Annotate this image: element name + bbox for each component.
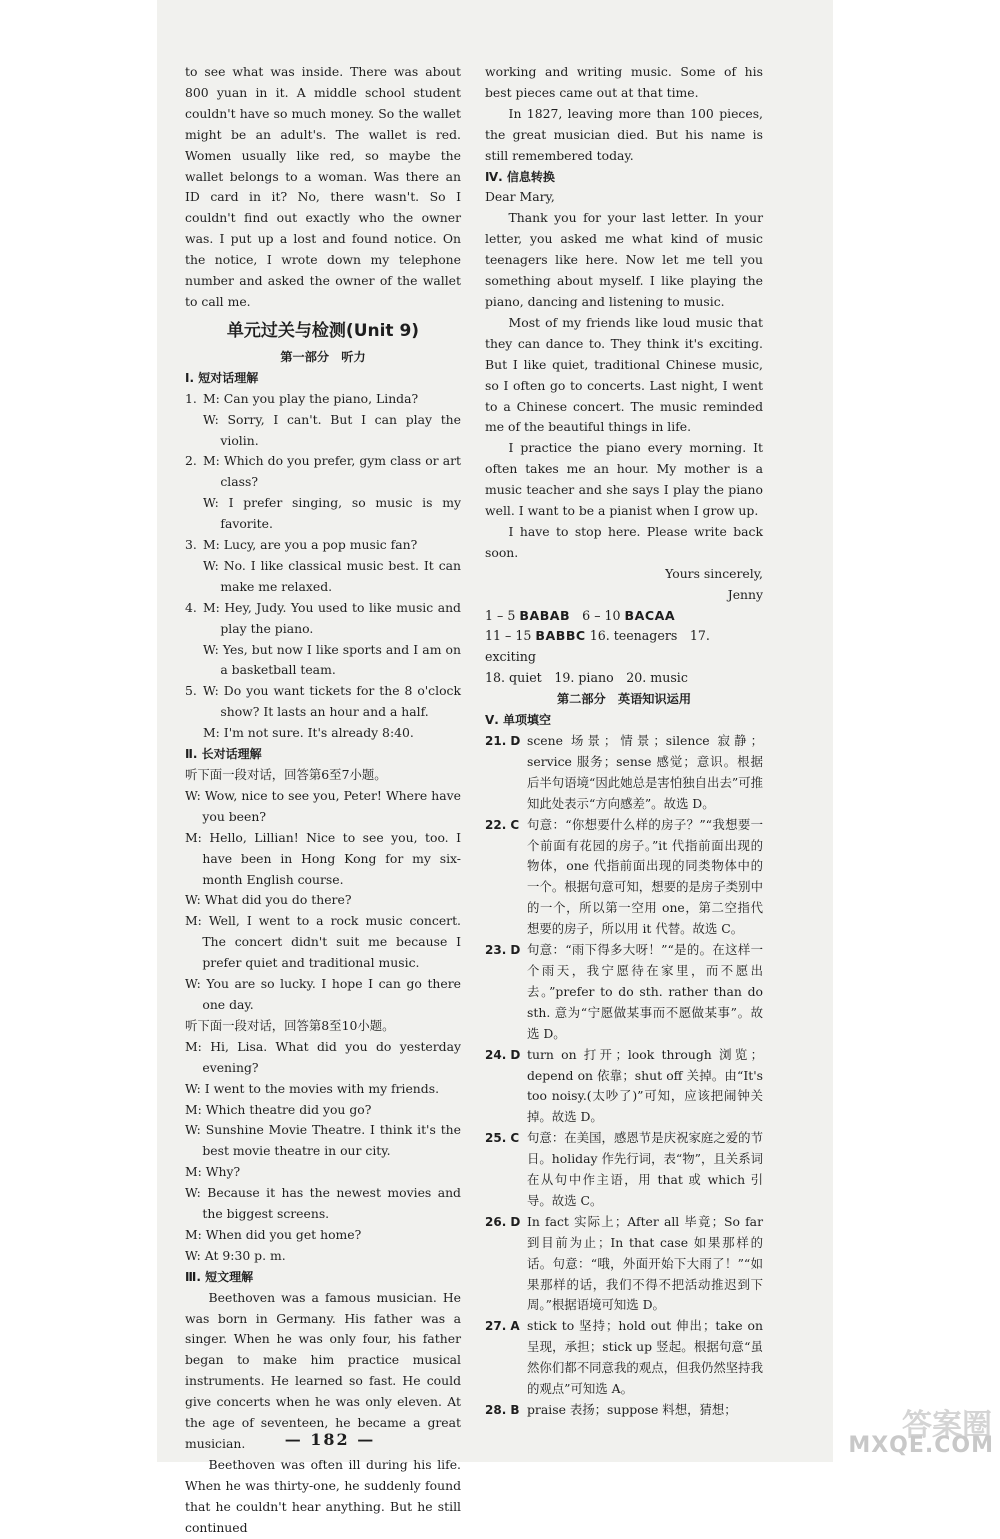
answer-key <box>485 606 763 690</box>
right-column <box>485 62 763 1421</box>
passage-paragraph-2: Beethoven was often ill during his life. When he was thirty-one, he suddenly found that he couldn't hear anything. But he still continued <box>185 1456 461 1535</box>
watermark-text: MXQE.COM <box>848 1433 994 1458</box>
short-dialogue-5: 5. W: Do you want tickets for the 8 o'clock show? It lasts an hour and a half. M: I'm not sure. It's already 8:40. <box>185 683 461 741</box>
mc-explanations <box>485 731 763 1421</box>
mc-item: 27. A stick to 坚持；hold out 伸出；take on 呈现，承担；stick up 竖起。根据句意“虽然你们都不同意我的观点，但我仍然坚持我的观点”可知选 A。 <box>485 1318 763 1397</box>
watermark-logo: 答案圈 <box>902 1408 992 1443</box>
answer-range-2: 6 – 10 <box>582 607 621 623</box>
long-dialogue-intro-1: 听下面一段对话，回答第6至7小题。 <box>185 767 387 782</box>
answer-group-4: 16. teenagers 17. exciting <box>485 628 710 665</box>
unit-title: 单元过关与检测(Unit 9) <box>226 320 420 341</box>
short-dialogue-2: 2. M: Which do you prefer, gym class or art class? W: I prefer singing, so music is my favorite. <box>185 453 461 532</box>
mc-item: 24. D turn on 打开；look through 浏览；depend on 依靠；shut off 关掉。由“It's too noisy.(太吵了)”可知，应该把闹钟关掉。故选 D。 <box>485 1046 763 1125</box>
section-3-title: Ⅲ. 短文理解 <box>185 1269 254 1284</box>
left-column <box>185 62 461 1539</box>
letter-closing: Yours sincerely, <box>665 565 763 581</box>
mc-item: 28. B praise 表扬；suppose 料想，猜想； <box>485 1402 737 1417</box>
passage-paragraph-3: working and writing music. Some of his best pieces came out at that time. <box>485 64 763 100</box>
short-dialogue-list <box>185 389 461 744</box>
mc-item: 23. D 句意：“雨下得多大呀！”“是的。在这样一个雨天，我宁愿待在家里，而不愿出去。”prefer to do sth. rather than do sth. 意为“宁愿做某事而不愿做某事”。故选 D。 <box>485 942 763 1041</box>
section-4-title: Ⅳ. 信息转换 <box>485 169 555 184</box>
answer-group-1: BABAB <box>519 607 571 623</box>
letter-paragraph-3: I practice the piano every morning. It often takes me an hour. My mother is a music teacher and she says I play the piano well. I want to be a pianist when I grow up. <box>485 440 763 519</box>
passage-paragraph-1: Beethoven was a famous musician. He was born in Germany. His father was a singer. When he was only four, his father began to make him practice musical instruments. He learned so fast. He could give concerts when he was only eleven. At the age of seventeen, he became a great musician. <box>185 1289 461 1451</box>
passage-paragraph-4: In 1827, leaving more than 100 pieces, the great musician died. But his name is still remembered today. <box>485 105 763 163</box>
answer-range-1: 1 – 5 <box>485 607 516 623</box>
mc-item: 21. D scene 场景；情景；silence 寂静；service 服务；sense 感觉；意识。根据后半句语境“因此她总是害怕独自出去”可推知此处表示“方向感差”。故选 D。 <box>485 733 763 811</box>
part2-title: 第二部分 英语知识运用 <box>556 692 692 707</box>
long-dialogue-1: W: Wow, nice to see you, Peter! Where have you been? M: Hello, Lillian! Nice to see you, too. I have been in Hong Kong for my six-month English course. W: What did you do there? M: Well, I went to a rock music concert. The concert didn't suit me because I prefer quiet and traditional music. W: You are so lucky. I hope I can go there one day. <box>185 787 461 1012</box>
short-dialogue-1: 1. M: Can you play the piano, Linda? W: Sorry, I can't. But I can play the violin. <box>185 390 461 448</box>
letter-paragraph-1: Thank you for your last letter. In your letter, you asked me what kind of music teenagers like here. Now let me tell you something about myself. I like playing the piano, dancing and listening to music. <box>485 210 763 309</box>
watermark <box>815 1400 1000 1462</box>
letter-paragraph-4: I have to stop here. Please write back soon. <box>485 523 763 560</box>
answer-group-3: BABBC <box>535 628 586 644</box>
mc-item: 26. D In fact 实际上；After all 毕竟；So far 到目前为止；In that case 如果那样的话。句意：“哦，外面开始下大雨了！”“如果那样的话，我们不得不把活动推迟到下周。”根据语境可知选 D。 <box>485 1213 763 1313</box>
letter-signature: Jenny <box>727 586 763 602</box>
letter-paragraph-2: Most of my friends like loud music that they can dance to. They think it's exciting. But I like quiet, traditional Chinese music, so I often go to concerts. Last night, I went to a Chinese concert. The music reminded me of the beautiful things in life. <box>485 314 763 435</box>
left-top-paragraph: to see what was inside. There was about 800 yuan in it. A middle school student couldn't have so much money. So the wallet might be an adult's. The wallet is red. Women usually like red, so maybe the wallet belongs to a woman. Was there an ID card in it? No, there wasn't. So I couldn't find out exactly who the owner was. I put up a lost and found notice. On the notice, I wrote down my telephone number and asked the owner of the wallet to call me. <box>185 64 461 309</box>
section-1-title: Ⅰ. 短对话理解 <box>185 370 259 385</box>
letter-greeting: Dear Mary, <box>485 189 555 205</box>
long-dialogue-intro-2: 听下面一段对话，回答第8至10小题。 <box>185 1017 395 1033</box>
answer-group-2: BACAA <box>624 607 676 623</box>
mc-item: 25. C 句意：在美国，感恩节是庆祝家庭之爱的节日。holiday 作先行词，表“物”，且关系词在从句中作主语，用 that 或 which 引导。故选 C。 <box>485 1130 763 1208</box>
short-dialogue-3: 3. M: Lucy, are you a pop music fan? W: No. I like classical music best. It can make me relaxed. <box>185 537 461 594</box>
mc-item: 22. C 句意：“你想要什么样的房子？”“我想要一个前面有花园的房子。”it 代指前面出现的物体，one 代指前面出现的同类物体中的一个。根据句意可知，想要的是房子类别中的一个，所以第一空用 one，第二空指代想要的房子，所以用 it 代替。故选 C。 <box>485 816 763 937</box>
section-2-title: Ⅱ. 长对话理解 <box>185 747 262 762</box>
part1-title: 第一部分 听力 <box>280 349 366 364</box>
answer-range-3: 11 – 15 <box>485 628 532 644</box>
long-dialogue-2: M: Hi, Lisa. What did you do yesterday evening? W: I went to the movies with my friends. M: Which theatre did you go? W: Sunshine Movie Theatre. I think it's the best movie theatre in our city. M: Why? W: Because it has the newest movies and the biggest screens. M: When did you get home? W: At 9:30 p. m. <box>185 1038 461 1263</box>
section-5-title: Ⅴ. 单项填空 <box>485 713 552 728</box>
page-number: — 182 — <box>284 1430 376 1449</box>
answer-group-5: 18. quiet 19. piano 20. music <box>485 670 688 686</box>
short-dialogue-4: 4. M: Hey, Judy. You used to like music and play the piano. W: Yes, but now I like sports and I am on a basketball team. <box>185 599 461 678</box>
